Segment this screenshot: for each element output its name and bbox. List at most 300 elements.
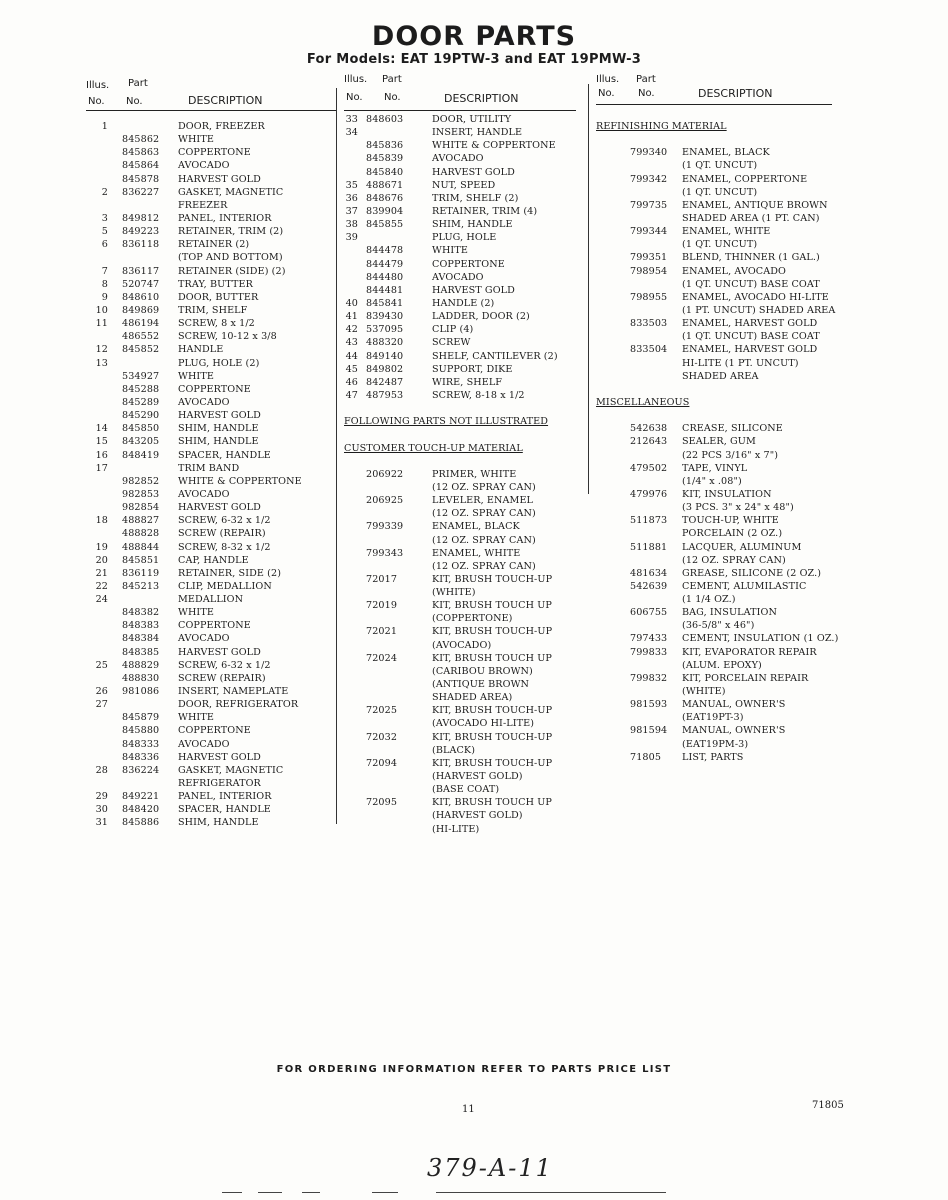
part-row — [344, 428, 576, 441]
part-row — [86, 251, 336, 264]
illus-number: 24 — [95, 594, 108, 606]
part-row — [596, 133, 832, 146]
part-row — [344, 665, 576, 678]
part-number: 845840 — [366, 166, 404, 178]
part-row — [344, 152, 576, 165]
part-description: (1 PT. UNCUT) SHADED AREA — [682, 304, 836, 316]
part-row — [344, 639, 576, 652]
part-description: HARVEST GOLD — [178, 410, 261, 422]
part-description: ENAMEL, HARVEST GOLD — [682, 344, 818, 356]
part-description: TRIM, SHELF (2) — [432, 192, 519, 204]
part-number: 982853 — [122, 488, 160, 500]
part-row — [344, 468, 576, 481]
part-row — [344, 586, 576, 599]
part-description: (36-5/8" x 46") — [682, 620, 755, 632]
part-row — [596, 593, 832, 606]
part-row — [596, 199, 832, 212]
illus-number: 47 — [345, 389, 358, 401]
part-row — [344, 258, 576, 271]
part-row — [344, 625, 576, 638]
part-row — [344, 350, 576, 363]
part-description: (AVOCADO) — [432, 639, 492, 651]
part-row — [86, 475, 336, 488]
part-row — [86, 803, 336, 816]
part-description: HARVEST GOLD — [178, 173, 261, 185]
part-description: TRIM, SHELF — [178, 304, 248, 316]
part-description: (WHITE) — [432, 587, 476, 599]
part-description: SHIM, HANDLE — [432, 219, 513, 231]
part-number: 606755 — [630, 607, 668, 619]
part-description: SHIM, HANDLE — [178, 436, 259, 448]
illus-number: 10 — [95, 304, 108, 316]
part-row — [596, 646, 832, 659]
part-number: 486194 — [122, 318, 160, 330]
part-row — [596, 304, 836, 317]
part-number: 981593 — [630, 699, 668, 711]
illus-number: 17 — [95, 462, 108, 474]
part-number: 797433 — [630, 633, 668, 645]
part-label: Part — [128, 78, 148, 89]
part-number: 844481 — [366, 284, 404, 296]
part-row — [86, 317, 336, 330]
illus-number: 36 — [345, 192, 358, 204]
part-row — [86, 659, 336, 672]
illus-number: 46 — [345, 376, 358, 388]
illus-number: 29 — [95, 791, 108, 803]
part-description: GASKET, MAGNETIC — [178, 764, 284, 776]
section-title: MISCELLANEOUS — [596, 396, 690, 408]
parts-rows — [86, 120, 336, 830]
part-number: 72032 — [366, 731, 398, 743]
section-heading — [596, 396, 832, 409]
part-description: (AVOCADO HI-LITE) — [432, 718, 535, 730]
part-description: ENAMEL, WHITE — [432, 547, 521, 559]
part-description: MEDALLION — [178, 594, 244, 606]
part-description: REFRIGERATOR — [178, 778, 261, 790]
part-description: HI-LITE (1 PT. UNCUT) — [682, 357, 799, 369]
part-description: KIT, BRUSH TOUCH UP — [432, 652, 552, 664]
part-row — [86, 396, 336, 409]
part-row — [596, 422, 832, 435]
part-row — [596, 186, 832, 199]
part-row — [86, 278, 336, 291]
part-description: (CARIBOU BROWN) — [432, 665, 533, 677]
part-description: (12 OZ. SPRAY CAN) — [682, 554, 786, 566]
part-description: PLUG, HOLE — [432, 232, 497, 244]
part-description: ENAMEL, BLACK — [682, 147, 770, 159]
part-row — [344, 402, 576, 415]
part-number: 849869 — [122, 304, 160, 316]
illus-number: 37 — [345, 205, 358, 217]
illus-number: 12 — [95, 344, 108, 356]
part-description: FREEZER — [178, 199, 228, 211]
edge-mark — [222, 1192, 242, 1193]
part-description: (1/4" x .08") — [682, 475, 742, 487]
part-number: 488827 — [122, 515, 160, 527]
part-row — [596, 370, 832, 383]
part-number: 848419 — [122, 449, 160, 461]
part-row — [344, 547, 576, 560]
part-row — [596, 554, 832, 567]
part-row — [86, 672, 336, 685]
part-description: BAG, INSULATION — [682, 607, 777, 619]
handwritten-text: 379-A-11 — [427, 1154, 553, 1182]
part-number: 845862 — [122, 134, 160, 146]
part-number: 833504 — [630, 344, 668, 356]
part-description: ENAMEL, WHITE — [682, 226, 771, 238]
part-number: 537095 — [366, 324, 404, 336]
part-description: (HARVEST GOLD) — [432, 810, 523, 822]
part-row — [344, 560, 576, 573]
part-description: AVOCADO — [178, 160, 230, 172]
part-number: 71805 — [630, 751, 662, 763]
part-description: CREASE, SILICONE — [682, 423, 783, 435]
part-number: 848384 — [122, 633, 160, 645]
part-description: COPPERTONE — [178, 383, 251, 395]
part-description: (12 OZ. SPRAY CAN) — [432, 508, 536, 520]
part-description: SHIM, HANDLE — [178, 423, 259, 435]
part-row — [86, 698, 336, 711]
part-number: 845855 — [366, 219, 404, 231]
part-row — [596, 251, 832, 264]
part-label: Part — [636, 74, 656, 85]
illus-number: 8 — [101, 278, 108, 290]
part-number: 72021 — [366, 626, 398, 638]
part-description: DOOR, BUTTER — [178, 291, 259, 303]
part-number: 534927 — [122, 370, 160, 382]
part-row — [86, 777, 336, 790]
part-row — [86, 409, 336, 422]
part-row — [596, 488, 832, 501]
part-description: HANDLE — [178, 344, 224, 356]
part-row — [596, 580, 832, 593]
part-row — [86, 304, 336, 317]
part-number: 488844 — [122, 541, 160, 553]
part-description: SCREW, 10-12 x 3/8 — [178, 331, 277, 343]
part-row — [86, 370, 336, 383]
part-row — [344, 481, 576, 494]
part-row — [344, 494, 576, 507]
document-number: 71805 — [812, 1100, 844, 1111]
part-number: 488830 — [122, 672, 160, 684]
illus-number: 13 — [95, 357, 108, 369]
part-row — [86, 816, 336, 829]
part-number: 488320 — [366, 337, 404, 349]
part-row — [344, 757, 576, 770]
part-description: LACQUER, ALUMINUM — [682, 541, 802, 553]
part-row — [86, 580, 336, 593]
part-number: 849812 — [122, 212, 160, 224]
illus-number: 19 — [95, 541, 108, 553]
part-row — [86, 449, 336, 462]
part-number: 206925 — [366, 495, 404, 507]
part-row — [596, 685, 832, 698]
part-row — [86, 330, 336, 343]
part-row — [344, 573, 576, 586]
part-row — [596, 527, 832, 540]
illus-no-label: No. — [598, 88, 615, 99]
part-number: 488671 — [366, 179, 404, 191]
part-description: WHITE — [178, 370, 214, 382]
part-number: 72024 — [366, 652, 398, 664]
part-number: 982854 — [122, 502, 160, 514]
part-row — [344, 166, 576, 179]
part-row — [86, 646, 336, 659]
part-row — [86, 606, 336, 619]
part-description: (BLACK) — [432, 744, 476, 756]
illus-number: 44 — [345, 350, 358, 362]
part-row — [596, 146, 832, 159]
part-description: PANEL, INTERIOR — [178, 212, 272, 224]
part-number: 72019 — [366, 600, 398, 612]
part-description: SUPPORT, DIKE — [432, 363, 513, 375]
part-number: 206922 — [366, 468, 404, 480]
part-number: 845886 — [122, 817, 160, 829]
part-number: 833503 — [630, 318, 668, 330]
part-row — [86, 422, 336, 435]
part-description: AVOCADO — [178, 738, 230, 750]
part-description: HARVEST GOLD — [432, 284, 515, 296]
part-row — [86, 435, 336, 448]
part-number: 72095 — [366, 797, 398, 809]
part-row — [344, 231, 576, 244]
parts-rows — [596, 120, 839, 764]
part-number: 836227 — [122, 186, 160, 198]
part-row — [344, 717, 576, 730]
part-number: 843205 — [122, 436, 160, 448]
part-description: KIT, BRUSH TOUCH-UP — [432, 757, 553, 769]
illus-number: 7 — [101, 265, 108, 277]
part-number: 848382 — [122, 607, 160, 619]
part-description: (3 PCS. 3" x 24" x 48") — [682, 502, 794, 514]
page-title: DOOR PARTS — [371, 21, 577, 52]
part-row — [344, 809, 576, 822]
parts-column-1 — [86, 72, 336, 830]
part-description: (HI-LITE) — [432, 823, 480, 835]
part-description: WHITE & COPPERTONE — [178, 475, 302, 487]
part-number: 72025 — [366, 705, 398, 717]
part-row — [86, 501, 336, 514]
description-label: DESCRIPTION — [698, 87, 773, 100]
part-row — [86, 343, 336, 356]
part-row — [596, 357, 832, 370]
part-description: (1 QT. UNCUT) — [682, 239, 758, 251]
part-number: 836224 — [122, 764, 160, 776]
parts-column-2 — [344, 72, 576, 836]
part-description: SEALER, GUM — [682, 436, 756, 448]
part-description: ENAMEL, HARVEST GOLD — [682, 318, 818, 330]
part-row — [344, 205, 576, 218]
part-description: SCREW, 8 x 1/2 — [178, 318, 255, 330]
part-description: SHADED AREA) — [432, 692, 513, 704]
part-number: 845878 — [122, 173, 160, 185]
part-row — [344, 507, 576, 520]
part-row — [344, 731, 576, 744]
part-row — [596, 619, 832, 632]
section-title: CUSTOMER TOUCH-UP MATERIAL — [344, 442, 523, 454]
edge-mark — [258, 1192, 282, 1193]
page-number: 11 — [462, 1104, 475, 1115]
part-number: 848676 — [366, 192, 404, 204]
part-description: (1 QT. UNCUT) BASE COAT — [682, 331, 820, 343]
part-description: LEVELER, ENAMEL — [432, 495, 534, 507]
section-heading — [344, 442, 576, 455]
illus-number: 21 — [95, 567, 108, 579]
part-number: 487953 — [366, 389, 404, 401]
part-row — [86, 751, 336, 764]
part-row — [344, 126, 576, 139]
illus-number: 43 — [345, 337, 358, 349]
illus-number: 14 — [95, 423, 108, 435]
part-description: NUT, SPEED — [432, 179, 496, 191]
part-row — [596, 567, 832, 580]
part-row — [86, 199, 336, 212]
part-no-label: No. — [384, 92, 401, 103]
part-number: 481634 — [630, 567, 668, 579]
part-description: (EAT19PM-3) — [682, 738, 749, 750]
part-description: KIT, PORCELAIN REPAIR — [682, 672, 809, 684]
part-description: LADDER, DOOR (2) — [432, 311, 530, 323]
part-number: 520747 — [122, 278, 160, 290]
part-row — [344, 244, 576, 257]
part-row — [596, 173, 832, 186]
part-number: 982852 — [122, 475, 160, 487]
illus-number: 33 — [345, 114, 358, 125]
part-description: (BASE COAT) — [432, 784, 500, 796]
part-row — [596, 265, 832, 278]
part-row — [344, 192, 576, 205]
part-description: KIT, BRUSH TOUCH UP — [432, 600, 552, 612]
part-row — [86, 711, 336, 724]
part-description: AVOCADO — [432, 271, 484, 283]
part-description: KIT, BRUSH TOUCH UP — [432, 797, 552, 809]
part-row — [344, 455, 576, 468]
part-row — [344, 323, 576, 336]
part-description: KIT, INSULATION — [682, 488, 772, 500]
part-row — [86, 527, 336, 540]
part-number: 72017 — [366, 573, 398, 585]
part-description: WHITE — [178, 607, 214, 619]
ordering-note: FOR ORDERING INFORMATION REFER TO PARTS PRICE LIST — [276, 1064, 672, 1075]
parts-rows — [344, 113, 576, 836]
part-row — [596, 238, 832, 251]
part-number: 848383 — [122, 620, 160, 632]
illus-number: 35 — [345, 179, 358, 191]
part-description: SCREW, 8-32 x 1/2 — [178, 541, 271, 553]
part-description: HANDLE (2) — [432, 297, 495, 309]
part-number: 836118 — [122, 239, 160, 251]
part-row — [344, 376, 576, 389]
part-description: SCREW, 8-18 x 1/2 — [432, 389, 525, 401]
part-description: AVOCADO — [178, 633, 230, 645]
column-header — [596, 72, 832, 105]
column-header — [86, 72, 336, 111]
section-title: FOLLOWING PARTS NOT ILLUSTRATED — [344, 416, 549, 428]
part-description: KIT, BRUSH TOUCH-UP — [432, 626, 553, 638]
part-description: SPACER, HANDLE — [178, 804, 271, 816]
part-description: KIT, BRUSH TOUCH-UP — [432, 731, 553, 743]
part-number: 845880 — [122, 725, 160, 737]
part-row — [344, 744, 576, 757]
part-row — [596, 212, 832, 225]
part-number: 486552 — [122, 331, 160, 343]
part-number: 849221 — [122, 791, 160, 803]
part-row — [86, 133, 336, 146]
part-row — [344, 704, 576, 717]
part-description: SPACER, HANDLE — [178, 449, 271, 461]
part-row — [596, 159, 832, 172]
part-row — [344, 179, 576, 192]
part-row — [344, 796, 576, 809]
part-description: (12 OZ. SPRAY CAN) — [432, 560, 536, 572]
part-number: 511881 — [630, 541, 668, 553]
part-description: TOUCH-UP, WHITE — [682, 515, 779, 527]
part-number: 981594 — [630, 725, 668, 737]
part-number: 845213 — [122, 580, 160, 592]
part-description: COPPERTONE — [178, 147, 251, 159]
part-description: MANUAL, OWNER'S — [682, 725, 786, 737]
part-number: 72094 — [366, 757, 398, 769]
part-description: (22 PCS 3/16" x 7") — [682, 449, 779, 461]
illus-number: 11 — [95, 318, 108, 330]
part-description: SHELF, CANTILEVER (2) — [432, 350, 558, 362]
description-label: DESCRIPTION — [444, 92, 519, 105]
part-number: 799339 — [366, 521, 404, 533]
part-number: 799344 — [630, 226, 668, 238]
part-number: 542639 — [630, 580, 668, 592]
part-description: RETAINER, TRIM (4) — [432, 205, 538, 217]
part-row — [344, 218, 576, 231]
illus-label: Illus. — [344, 74, 368, 85]
part-row — [86, 462, 336, 475]
part-description: (TOP AND BOTTOM) — [178, 252, 283, 264]
part-description: RETAINER (2) — [178, 239, 250, 251]
part-row — [86, 724, 336, 737]
illus-number: 20 — [95, 554, 108, 566]
part-row — [596, 724, 832, 737]
part-number: 845879 — [122, 712, 160, 724]
part-row — [596, 698, 832, 711]
part-row — [596, 632, 839, 645]
parts-column-3 — [596, 72, 839, 764]
part-description: HARVEST GOLD — [178, 502, 261, 514]
part-row — [596, 449, 832, 462]
part-row — [86, 619, 336, 632]
section-heading — [596, 120, 832, 133]
illus-number: 9 — [101, 291, 108, 303]
edge-mark — [436, 1192, 666, 1193]
illus-number: 28 — [95, 764, 108, 776]
part-number: 849802 — [366, 363, 404, 375]
part-number: 848385 — [122, 646, 160, 658]
column-divider — [588, 84, 589, 494]
part-number: 488828 — [122, 528, 160, 540]
part-row — [596, 659, 832, 672]
illus-number: 40 — [345, 297, 358, 309]
part-number: 799735 — [630, 199, 668, 211]
part-number: 848333 — [122, 738, 160, 750]
part-description: AVOCADO — [178, 488, 230, 500]
part-row — [86, 357, 336, 370]
part-description: CLIP, MEDALLION — [178, 580, 272, 592]
part-description: SHADED AREA (1 PT. CAN) — [682, 212, 820, 224]
part-description: WHITE & COPPERTONE — [432, 140, 556, 152]
part-description: RETAINER, TRIM (2) — [178, 226, 284, 238]
part-label: Part — [382, 74, 402, 85]
illus-number: 22 — [95, 580, 108, 592]
part-number: 842487 — [366, 376, 404, 388]
part-number: 845851 — [122, 554, 160, 566]
